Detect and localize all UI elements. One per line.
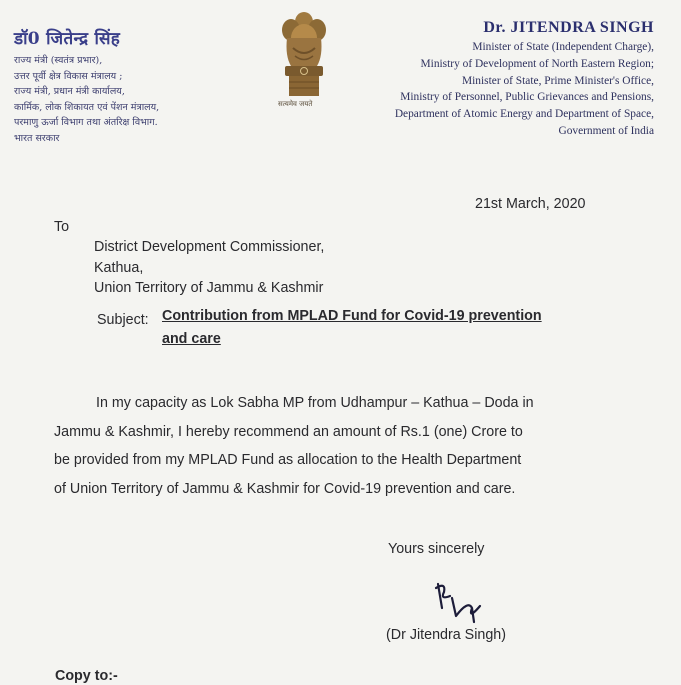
english-name: Dr. JITENDRA SINGH bbox=[483, 19, 654, 36]
body-line: Jammu & Kashmir, I hereby recommend an amount of Rs.1 (one) Crore to bbox=[54, 423, 523, 440]
subject-line: Contribution from MPLAD Fund for Covid-19 prevention bbox=[162, 308, 542, 324]
signature-icon bbox=[428, 578, 492, 624]
copy-to-label: Copy to:- bbox=[55, 668, 118, 684]
body-line: In my capacity as Lok Sabha MP from Udhampur – Kathua – Doda in bbox=[96, 395, 534, 411]
english-line: Ministry of Development of North Eastern Region; bbox=[420, 57, 654, 70]
hindi-line: राज्य मंत्री, प्रधान मंत्री कार्यालय, bbox=[14, 86, 125, 97]
english-line: Minister of State, Prime Minister's Office, bbox=[462, 74, 654, 87]
national-emblem-icon bbox=[271, 8, 337, 112]
hindi-line: भारत सरकार bbox=[14, 132, 60, 144]
english-line: Ministry of Personnel, Public Grievances and Pensions, bbox=[400, 91, 654, 104]
english-line: Department of Atomic Energy and Department of Space, bbox=[394, 108, 654, 121]
signatory-name: (Dr Jitendra Singh) bbox=[386, 627, 506, 643]
recipient-line: District Development Commissioner, bbox=[94, 239, 325, 255]
letterhead-english bbox=[395, 19, 654, 140]
subject-line: and care bbox=[162, 331, 221, 347]
english-line: Minister of State (Independent Charge), bbox=[472, 41, 654, 53]
subject-text bbox=[162, 305, 622, 351]
subject-label: Subject: bbox=[97, 312, 149, 328]
closing: Yours sincerely bbox=[388, 541, 485, 557]
hindi-line: राज्य मंत्री (स्वतंत्र प्रभार), bbox=[14, 55, 103, 66]
letterhead-hindi bbox=[14, 26, 159, 146]
body-line: of Union Territory of Jammu & Kashmir for Covid-19 prevention and care. bbox=[54, 480, 516, 497]
body-line: be provided from my MPLAD Fund as allocation to the Health Department bbox=[54, 452, 522, 468]
hindi-name: डॉ0 जितेन्द्र सिंह bbox=[14, 29, 121, 49]
hindi-line: कार्मिक, लोक शिकायत एवं पेंशन मंत्रालय, bbox=[14, 101, 160, 113]
letter-date: 21st March, 2020 bbox=[475, 196, 586, 212]
hindi-line: परमाणु ऊर्जा विभाग तथा अंतरिक्ष विभाग. bbox=[14, 117, 158, 128]
emblem-caption: सत्यमेव जयते bbox=[278, 100, 313, 108]
recipient-line: Kathua, bbox=[94, 259, 144, 276]
hindi-line: उत्तर पूर्वी क्षेत्र विकास मंत्रालय ; bbox=[14, 70, 123, 82]
to-label: To bbox=[54, 219, 70, 235]
english-line: Government of India bbox=[558, 124, 654, 137]
body-paragraph bbox=[54, 393, 614, 507]
recipient-line: Union Territory of Jammu & Kashmir bbox=[94, 280, 324, 296]
recipient-address bbox=[94, 237, 324, 299]
